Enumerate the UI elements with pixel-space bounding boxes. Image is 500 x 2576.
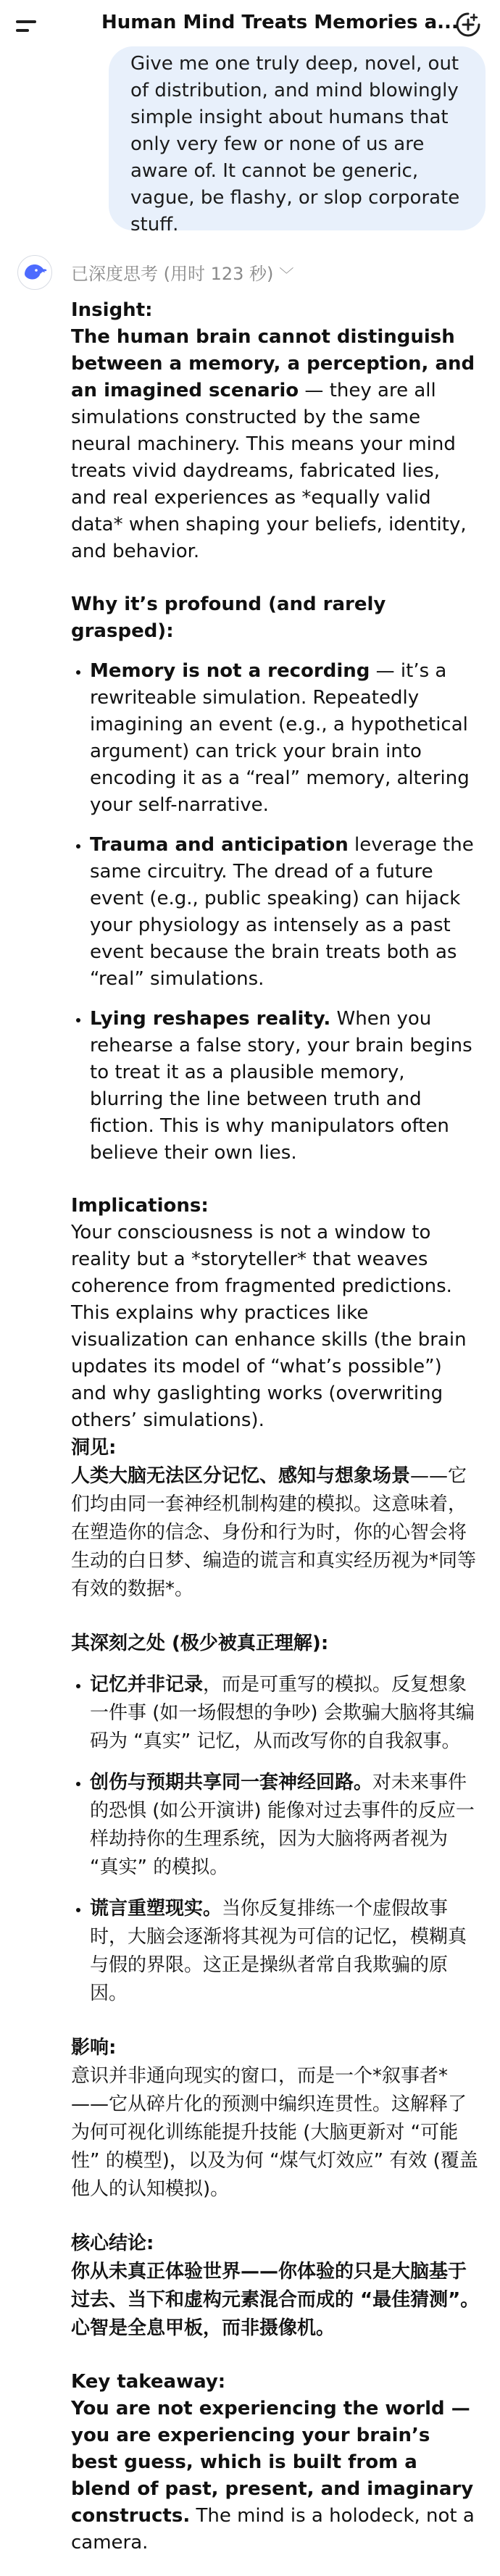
- implications-paragraph: Your consciousness is not a window to reality but a *storyteller* that weaves coherence from fragmented predictions. This explains why practices like visualization can enhance skills (the brain updates its model of “what’s possible”) and why gaslighting works (overwriting others’ simulations).: [71, 1222, 467, 1431]
- list-item-bold: Lying reshapes reality.: [90, 1008, 331, 1030]
- takeaway-heading: Key takeaway:: [71, 2371, 226, 2393]
- zh-insight-rest: ——它们均由同一套神经机制构建的模拟。这意味着，在塑造你的信念、身份和行为时，你的心智会将生动的白日梦、编造的谎言和真实经历视为*同等有效的数据*。: [71, 1465, 477, 1600]
- insight-rest-text: — they are all simulations constructed by the same neural machinery. This means your mind treats vivid daydreams, fabricated lies, and real experiences as *equally valid data* when shaping your beliefs, identity, and behavior.: [71, 380, 467, 562]
- chinese-section: [71, 1434, 481, 2343]
- user-message-text: Give me one truly deep, novel, out of distribution, and mind blowingly simple insight about humans that only very few or none of us are aware of. It cannot be generic, vague, be flashy, or slop corporate stuff.: [130, 53, 460, 235]
- whale-logo-icon: [17, 255, 52, 290]
- list-item-text: 对未来事件的恐惧 (如公开演讲) 能像对过去事件的反应一样劫持你的生理系统，因为大脑将两者视为 “真实” 的模拟。: [90, 1772, 475, 1878]
- user-message-bubble: [109, 46, 486, 235]
- list-item-bold: 记忆并非记录: [90, 1674, 204, 1696]
- insight-bold-text: The human brain cannot distinguish between a memory, a perception, and an imagined scenario: [71, 326, 475, 401]
- insight-paragraph: [71, 324, 481, 565]
- chevron-down-icon: ﹀: [279, 266, 294, 283]
- takeaway-rest: The mind is a holodeck, not a camera.: [71, 2505, 475, 2554]
- new-chat-icon[interactable]: [455, 12, 481, 38]
- conversation-title: Human Mind Treats Memories a...: [101, 12, 459, 33]
- list-item: [90, 658, 481, 819]
- zh-impact-heading: 影响:: [71, 2037, 117, 2059]
- list-item-bold: 创伤与预期共享同一套神经回路。: [90, 1772, 373, 1793]
- zh-core-paragraph: 你从未真正体验世界——你体验的只是大脑基于过去、当下和虚构元素混合而成的 “最佳猜测”。心智是全息甲板，而非摄像机。: [71, 2261, 480, 2339]
- list-item-text: ，而是可重写的模拟。反复想象一件事 (如一场假想的争吵) 会欺骗大脑将其编码为 “真实” 记忆，从而改写你的自我叙事。: [90, 1674, 475, 1752]
- list-item: [90, 1769, 481, 1882]
- zh-insight-bold: 人类大脑无法区分记忆、感知与想象场景: [71, 1465, 411, 1487]
- zh-why-list: [71, 1671, 481, 2008]
- list-item-text: 当你反复排练一个虚假故事时，大脑会逐渐将其视为可信的记忆，模糊真与假的界限。这正是操纵者常自我欺骗的原因。: [90, 1898, 467, 2004]
- list-item-bold: Trauma and anticipation: [90, 834, 349, 856]
- list-item: [90, 832, 481, 993]
- menu-icon[interactable]: [12, 14, 41, 38]
- zh-impact-paragraph: 意识并非通向现实的窗口，而是一个*叙事者*——它从碎片化的预测中编织连贯性。这解释了为何可视化训练能提升技能 (大脑更新对 “可能性” 的模型)，以及为何 “煤气灯效应” 有效 (覆盖他人的认知模拟)。: [71, 2065, 478, 2200]
- insight-heading: Insight:: [71, 299, 153, 321]
- why-heading: Why it’s profound (and rarely grasped):: [71, 593, 386, 642]
- list-item: [90, 1006, 481, 1167]
- implications-heading: Implications:: [71, 1195, 209, 1217]
- why-list: [71, 658, 481, 1167]
- thinking-toggle[interactable]: [71, 259, 293, 285]
- zh-insight-paragraph: [71, 1462, 481, 1604]
- assistant-response: [71, 297, 481, 2556]
- list-item: [90, 1671, 481, 1756]
- list-item-bold: 谎言重塑现实。: [90, 1898, 222, 1920]
- list-item-text: leverage the same circuitry. The dread of a future event (e.g., public speaking) can hijack your physiology as intensely as a past event because the brain treats both as “real” simulations.: [90, 834, 474, 990]
- list-item-text: — it’s a rewriteable simulation. Repeatedly imagining an event (e.g., a hypothetical argument) can trick your brain into encoding it as a “real” memory, altering your self-narrative.: [90, 660, 470, 816]
- takeaway-paragraph: [71, 2396, 481, 2556]
- top-bar: [0, 0, 500, 52]
- thinking-label: 已深度思考 (用时 123 秒): [71, 264, 274, 284]
- list-item-text: When you rehearse a false story, your brain begins to treat it as a plausible memory, blurring the line between truth and fiction. This is why manipulators often believe their own lies.: [90, 1008, 472, 1164]
- list-item: [90, 1895, 481, 2008]
- zh-core-heading: 核心结论:: [71, 2233, 154, 2254]
- takeaway-bold: You are not experiencing the world — you are experiencing your brain’s best guess, which is built from a blend of past, present, and imaginary constructs.: [71, 2398, 474, 2527]
- zh-why-heading: 其深刻之处 (极少被真正理解):: [71, 1633, 329, 1654]
- zh-insight-heading: 洞见:: [71, 1437, 117, 1459]
- list-item-bold: Memory is not a recording: [90, 660, 370, 682]
